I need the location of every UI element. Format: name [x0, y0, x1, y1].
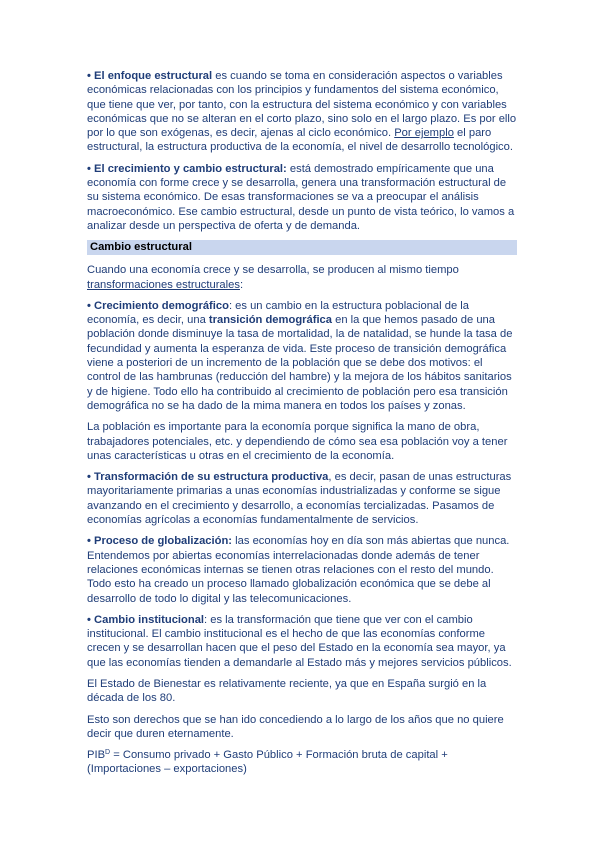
- term-globalizacion: • Proceso de globalización:: [87, 535, 233, 548]
- item-estructura-productiva: [87, 470, 517, 527]
- paragraph-estado-bienestar: El Estado de Bienestar es relativamente reciente, ya que en España surgió en la década de los 80.: [87, 677, 487, 705]
- item-globalizacion: [87, 534, 517, 605]
- paragraph-text: Cuando una economía crece y se desarrolla, se producen al mismo tiempo: [87, 264, 459, 277]
- term-crecimiento-cambio: • El crecimiento y cambio estructural:: [87, 162, 287, 175]
- section-heading: Cambio estructural: [87, 240, 517, 255]
- paragraph-text: las economías hoy en día son más abiertas que nunca. Entendemos por abiertas economías interrelacionadas donde además de tener relaciones económicas internas se tienen otras relaciones con el resto del mundo. Todo esto ha creado un proceso llamado globalización económica que se debe al desarrollo de todo lo digital y las telecomunicaciones.: [87, 535, 510, 605]
- paragraph-text: , es decir, pasan de unas estructuras mayoritariamente primarias a unas economías industrializadas y conforme se sigue avanzando en el crecimiento y desarrollo, a economías tercializadas. Pasamos de economías agrícolas a economías fundamentalmente de servicios.: [87, 471, 512, 527]
- pib-superscript: D: [105, 749, 111, 757]
- paragraph-intro: [87, 263, 517, 292]
- term-estructura-productiva: • Transformación de su estructura productiva: [87, 471, 329, 484]
- item-crecimiento-demografico: [87, 299, 517, 413]
- term-cambio-institucional: • Cambio institucional: [87, 613, 205, 626]
- paragraph-crecimiento-cambio: [87, 162, 517, 233]
- underlined-term: transformaciones estructurales: [87, 278, 240, 291]
- paragraph-derechos: Esto son derechos que se han ido concediendo a lo largo de los años que no quiere decir que duren eternamente.: [87, 713, 504, 740]
- paragraph-text: en la que hemos pasado de una población donde disminuye la tasa de mortalidad, la de natalidad, se hunde la tasa de fecundidad y aumenta la esperanza de vida. Este proceso de transición demográfica viene a posteriori de un incremento de la población que se debe dos motivos: el control de las hambrunas (reducción del hambre) y la mejora de los hábitos sanitarios y de higiene. Todo ello ha contribuido al crecimiento de población pero esa transición demográfica no se ha dado de la mima manera en todos los países y zonas.: [87, 314, 513, 412]
- paragraph-text: es cuando se toma en consideración aspectos o variables económicas relacionadas con los principios y fundamentos del sistema económico, que tiene que ver, por tanto, con la estructura del sistema económico y con variables económicas que no se alteran en el corto plazo, sino solo en el largo plazo. Es por ello por lo que son exógenas, es decir, ajenas al ciclo económico.: [87, 70, 517, 140]
- pib-label: PIB: [87, 749, 106, 762]
- paragraph-text: : es la transformación que tiene que ver con el cambio institucional. El cambio institucional es el hecho de que las economías conforme crecen y se desarrollan hacen que el peso del Estado en la economía sea mayor, ya que las economías tienden a demandarle al Estado más y mejores servicios públicos.: [87, 613, 512, 669]
- document-body: [87, 69, 517, 784]
- por-ejemplo-link[interactable]: Por ejemplo: [394, 127, 454, 140]
- paragraph-poblacion: La población es importante para la economía porque significa la mano de obra, trabajadores potenciales, etc. y dependiendo de cómo sea esa población voy a tener unas características u otras en el crecimiento de la economía.: [87, 421, 508, 462]
- formula-text: = Consumo privado + Gasto Público + Formación bruta de capital + (Importaciones – exportaciones): [87, 749, 448, 776]
- paragraph-text: el paro estructural, la estructura productiva de la economía, el nivel de desarrollo tecnológico.: [87, 127, 513, 154]
- paragraph-text: está demostrado empíricamente que una economía con forme crece y se desarrolla, genera una transformación estructural de su sistema económico. De esas transformaciones se va a preocupar el análisis macroeconómico. Ese cambio estructural, desde un punto de vista teórico, lo vamos a analizar desde un perspectiva de oferta y de demanda.: [87, 162, 515, 232]
- term-enfoque-estructural: • El enfoque estructural: [87, 70, 213, 82]
- colon: :: [239, 278, 244, 291]
- term-crecimiento-demografico: • Crecimiento demográfico: [87, 299, 229, 312]
- paragraph-enfoque-estructural: [87, 69, 517, 155]
- paragraph-text: : es un cambio en la estructura poblacional de la economía, es decir, una: [87, 299, 469, 327]
- item-cambio-institucional: [87, 613, 517, 670]
- formula-pib: [87, 748, 517, 777]
- term-transicion-demografica: transición demográfica: [208, 314, 333, 327]
